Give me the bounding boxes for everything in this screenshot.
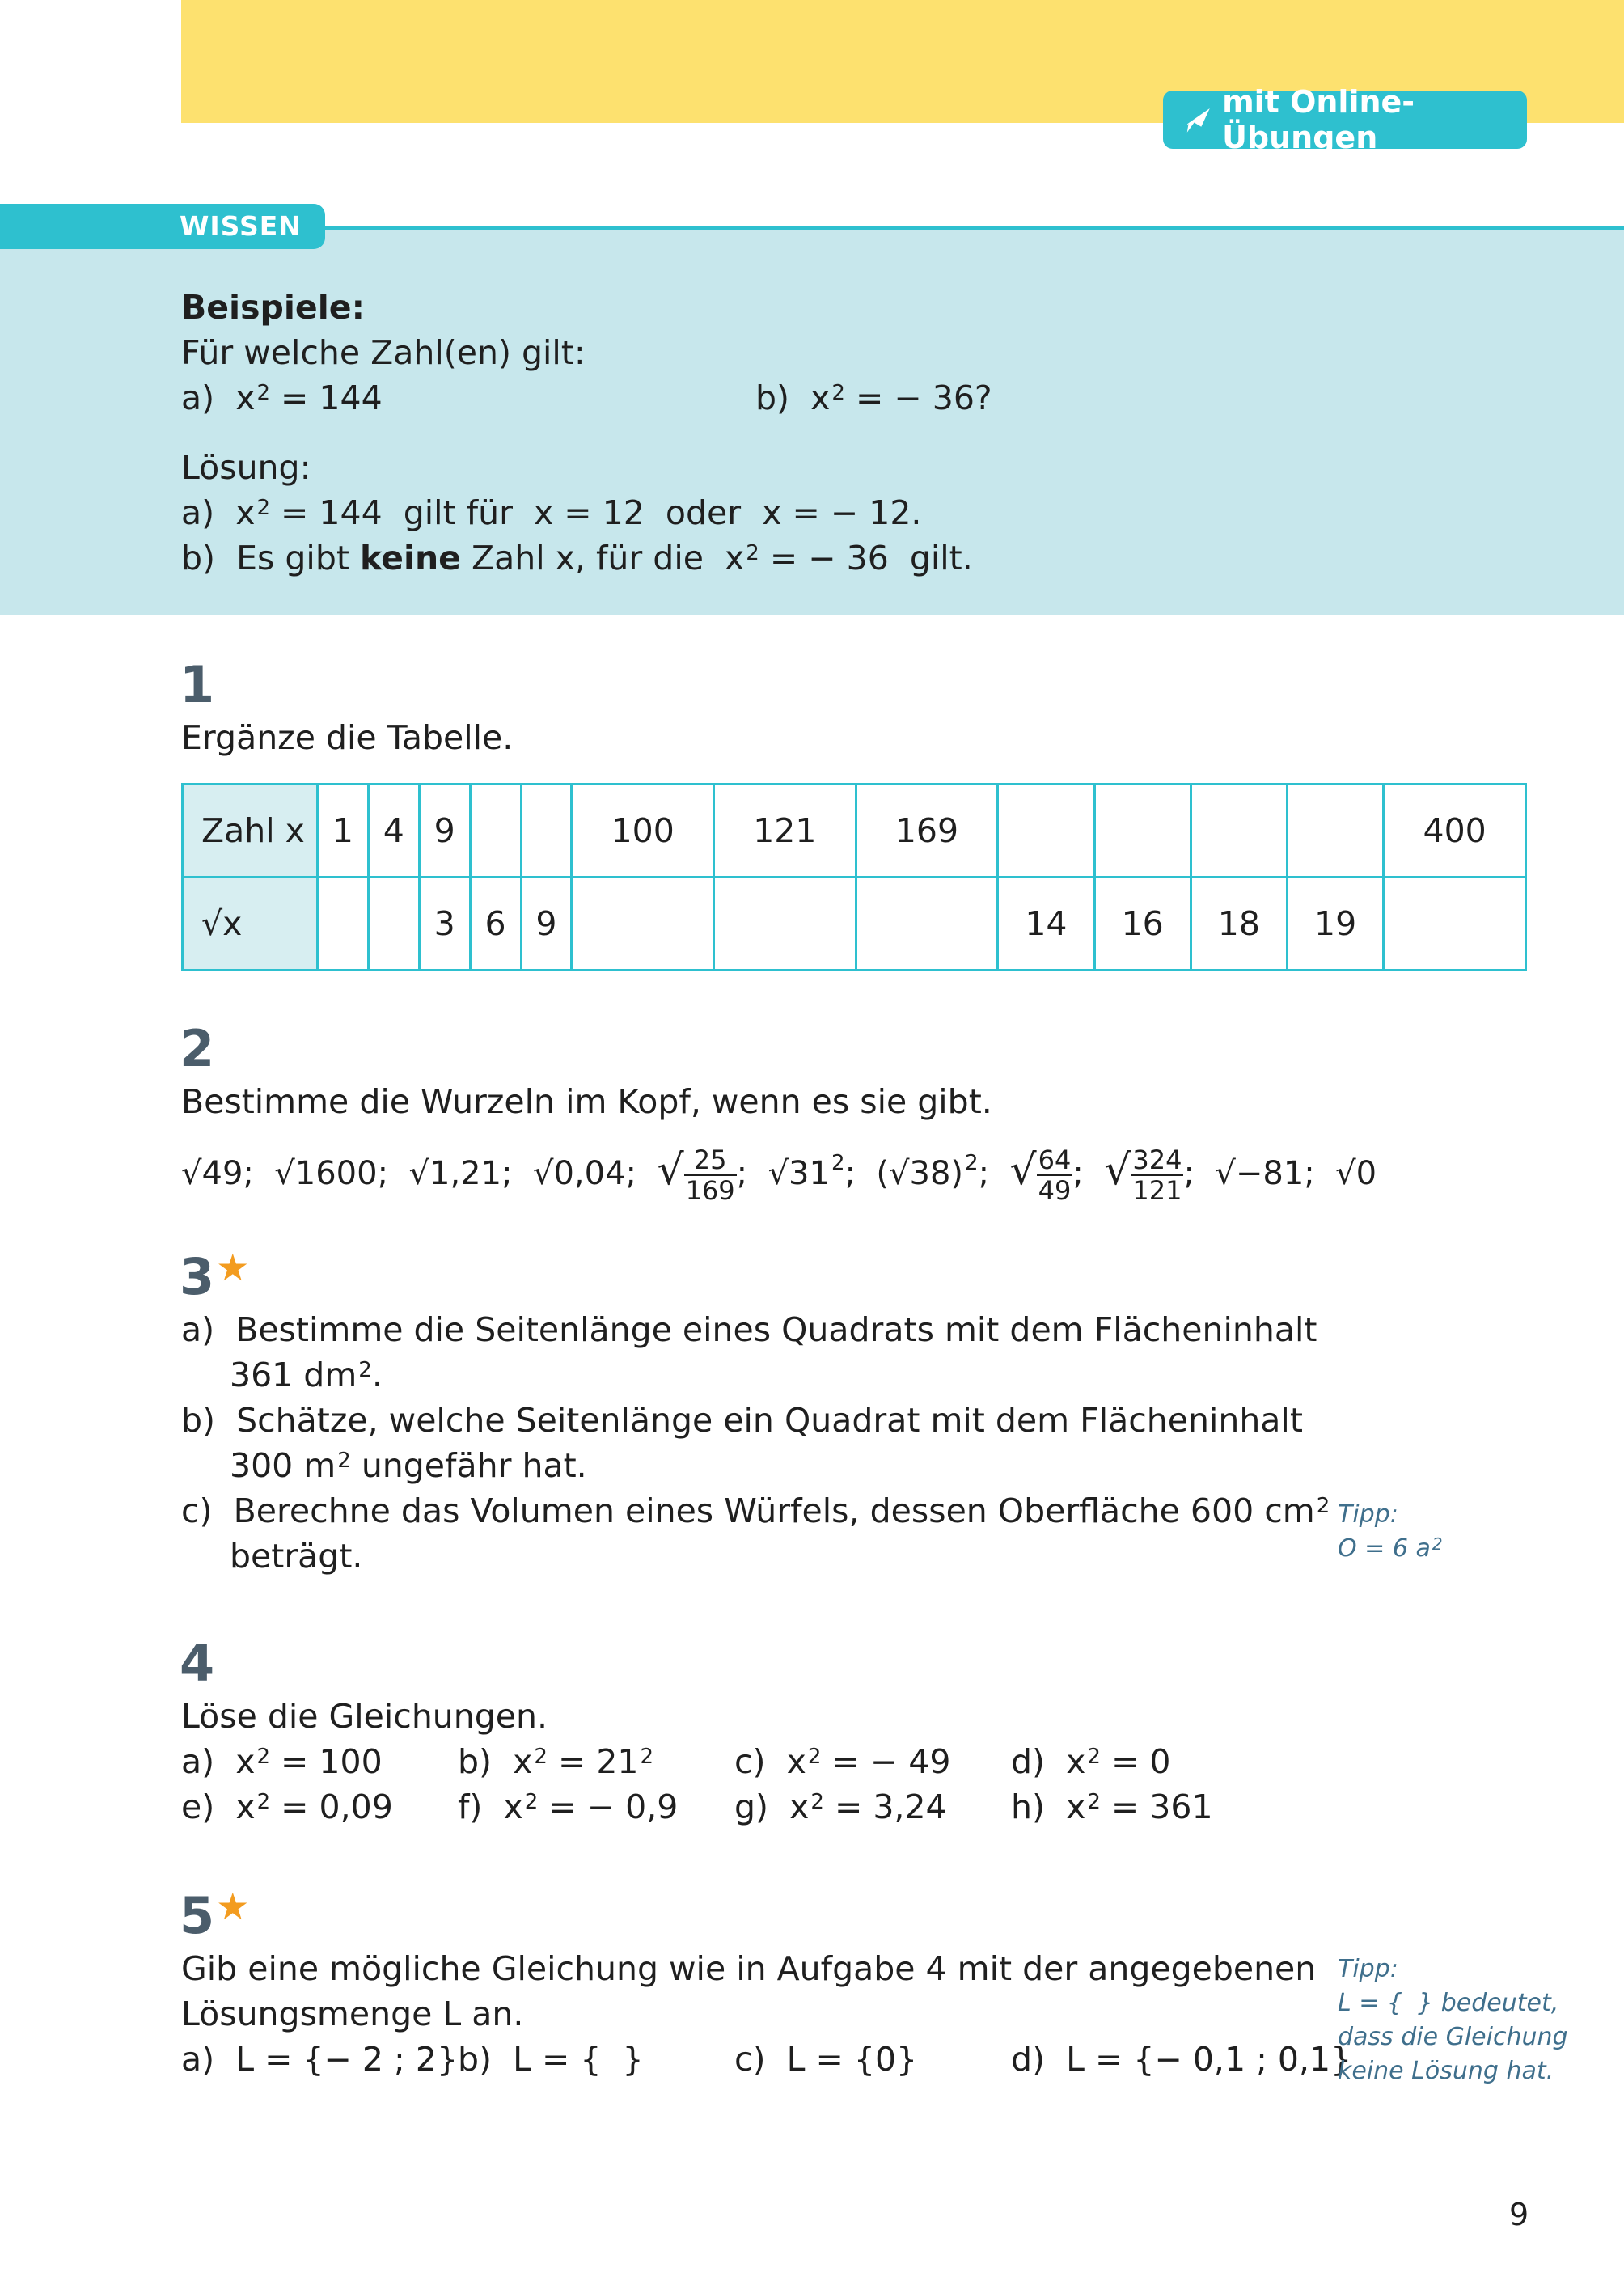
solution-set-item: d) L = {− 0,1 ; 0,1} (1011, 2040, 1352, 2079)
solution-b: b) Es gibt keine Zahl x, für die $x^2$ = − 36 gilt. (181, 539, 973, 577)
exercise-4-instruction: Löse die Gleichungen. (181, 1697, 548, 1736)
equation-item: g) $x^2 = 3,24$ (734, 1787, 947, 1826)
knowledge-tab: WISSEN (0, 204, 325, 249)
table-cell[interactable] (470, 785, 521, 878)
table-cell[interactable] (998, 785, 1094, 878)
star-icon: ★ (216, 1246, 250, 1289)
tip-3: Tipp: O = 6 a $^2$ (1338, 1500, 1443, 1563)
table-cell[interactable] (572, 878, 714, 971)
exercise-2-number: 2 (180, 1019, 215, 1078)
exercise-1-number: 1 (180, 655, 215, 714)
table-row (183, 785, 1526, 878)
exercise-1-instruction: Ergänze die Tabelle. (181, 718, 514, 757)
solution-set-item: b) L = { } (458, 2040, 644, 2079)
exercise-3b: b) Schätze, welche Seitenlänge ein Quadrat mit dem Flächeninhalt (181, 1401, 1303, 1440)
table-cell[interactable] (1191, 785, 1287, 878)
exercise-3c: c) Berechne das Volumen eines Würfels, dessen Oberfläche 600 $cm^2$ (181, 1491, 1330, 1530)
exercise-2-instruction: Bestimme die Wurzeln im Kopf, wenn es sie gibt. (181, 1082, 992, 1121)
table-cell[interactable]: 169 (856, 785, 998, 878)
examples-heading: Beispiele: (181, 288, 365, 327)
table-cell[interactable]: 9 (521, 878, 572, 971)
row-label-root: √x (183, 878, 318, 971)
exercise-3a-cont: 361 $dm^2$. (230, 1356, 383, 1394)
table-cell[interactable]: 18 (1191, 878, 1287, 971)
table-cell[interactable] (856, 878, 998, 971)
equation-item: c) $x^2$ = − 49 (734, 1742, 951, 1781)
table-cell[interactable]: 121 (714, 785, 856, 878)
tip-5: Tipp: L = { } bedeutet, dass die Gleichung keine Lösung hat. (1338, 1955, 1568, 2085)
equation-item: f) $x^2$ = − 0,9 (458, 1787, 679, 1826)
exercise-3a: a) Bestimme die Seitenlänge eines Quadrats mit dem Flächeninhalt (181, 1310, 1317, 1349)
table-cell[interactable] (521, 785, 572, 878)
equation-item: d) $x^2 = 0$ (1011, 1742, 1171, 1781)
examples-question: Für welche Zahl(en) gilt: (181, 333, 586, 372)
exercise-3c-cont: beträgt. (230, 1537, 363, 1576)
page-number: 9 (1509, 2197, 1529, 2232)
table-cell[interactable] (1094, 785, 1191, 878)
table-cell[interactable]: 14 (998, 878, 1094, 971)
online-exercises-label: mit Online-Übungen (1222, 84, 1415, 155)
exercise-5-instruction: Gib eine mögliche Gleichung wie in Aufgabe 4 mit der angegebenen (181, 1949, 1317, 1988)
solution-set-item: a) L = {− 2 ; 2} (181, 2040, 459, 2079)
airplane-icon (1174, 100, 1214, 139)
exercise-5-number: 5★ (180, 1885, 250, 1945)
equation-item: h) $x^2 = 361$ (1011, 1787, 1213, 1826)
table-cell[interactable]: 1 (318, 785, 369, 878)
solution-set-item: c) L = {0} (734, 2040, 918, 2079)
exercise-3b-cont: 300 $m^2$ ungefähr hat. (230, 1446, 587, 1485)
equation-item: e) $x^2 = 0,09$ (181, 1787, 393, 1826)
star-icon: ★ (216, 1885, 250, 1928)
root-expressions: √49; √1600; √1,21; √0,04; √ $\frac{25}{169}$ ; $√31^2$; $(√38)^2$; √ $\frac{64}{49}$ ; √ $\frac{324}{121}$ ; √−81; √0 (181, 1144, 1377, 1206)
table-cell[interactable]: 16 (1094, 878, 1191, 971)
exercise-3-number: 3★ (180, 1246, 250, 1306)
online-exercises-button[interactable] (1163, 84, 1527, 155)
exercise-4-number: 4 (180, 1634, 215, 1693)
exercise-5-instruction-cont: Lösungsmenge L an. (181, 1995, 524, 2033)
table-cell[interactable]: 100 (572, 785, 714, 878)
table-cell[interactable]: 9 (419, 785, 470, 878)
solution-a: a) $x^2 = 144$ gilt für x = 12 oder x = − 12. (181, 493, 922, 532)
equation-item: b) $x^2 = 21^2$ (458, 1742, 654, 1781)
table-cell[interactable]: 3 (419, 878, 470, 971)
equation-item: a) $x^2 = 100$ (181, 1742, 383, 1781)
example-b: b) $x^2$ = − 36? (755, 379, 992, 417)
table-cell[interactable]: 19 (1288, 878, 1384, 971)
table-cell[interactable] (1384, 878, 1526, 971)
table-row (183, 878, 1526, 971)
row-label-number: Zahl x (183, 785, 318, 878)
table-cell[interactable] (1288, 785, 1384, 878)
square-root-table (181, 783, 1527, 971)
table-cell[interactable] (368, 878, 419, 971)
table-cell[interactable] (318, 878, 369, 971)
solution-heading: Lösung: (181, 448, 311, 487)
table-cell[interactable]: 6 (470, 878, 521, 971)
example-a: a) $x^2 = 144$ (181, 379, 383, 417)
table-cell[interactable] (714, 878, 856, 971)
table-cell[interactable]: 400 (1384, 785, 1526, 878)
table-cell[interactable]: 4 (368, 785, 419, 878)
